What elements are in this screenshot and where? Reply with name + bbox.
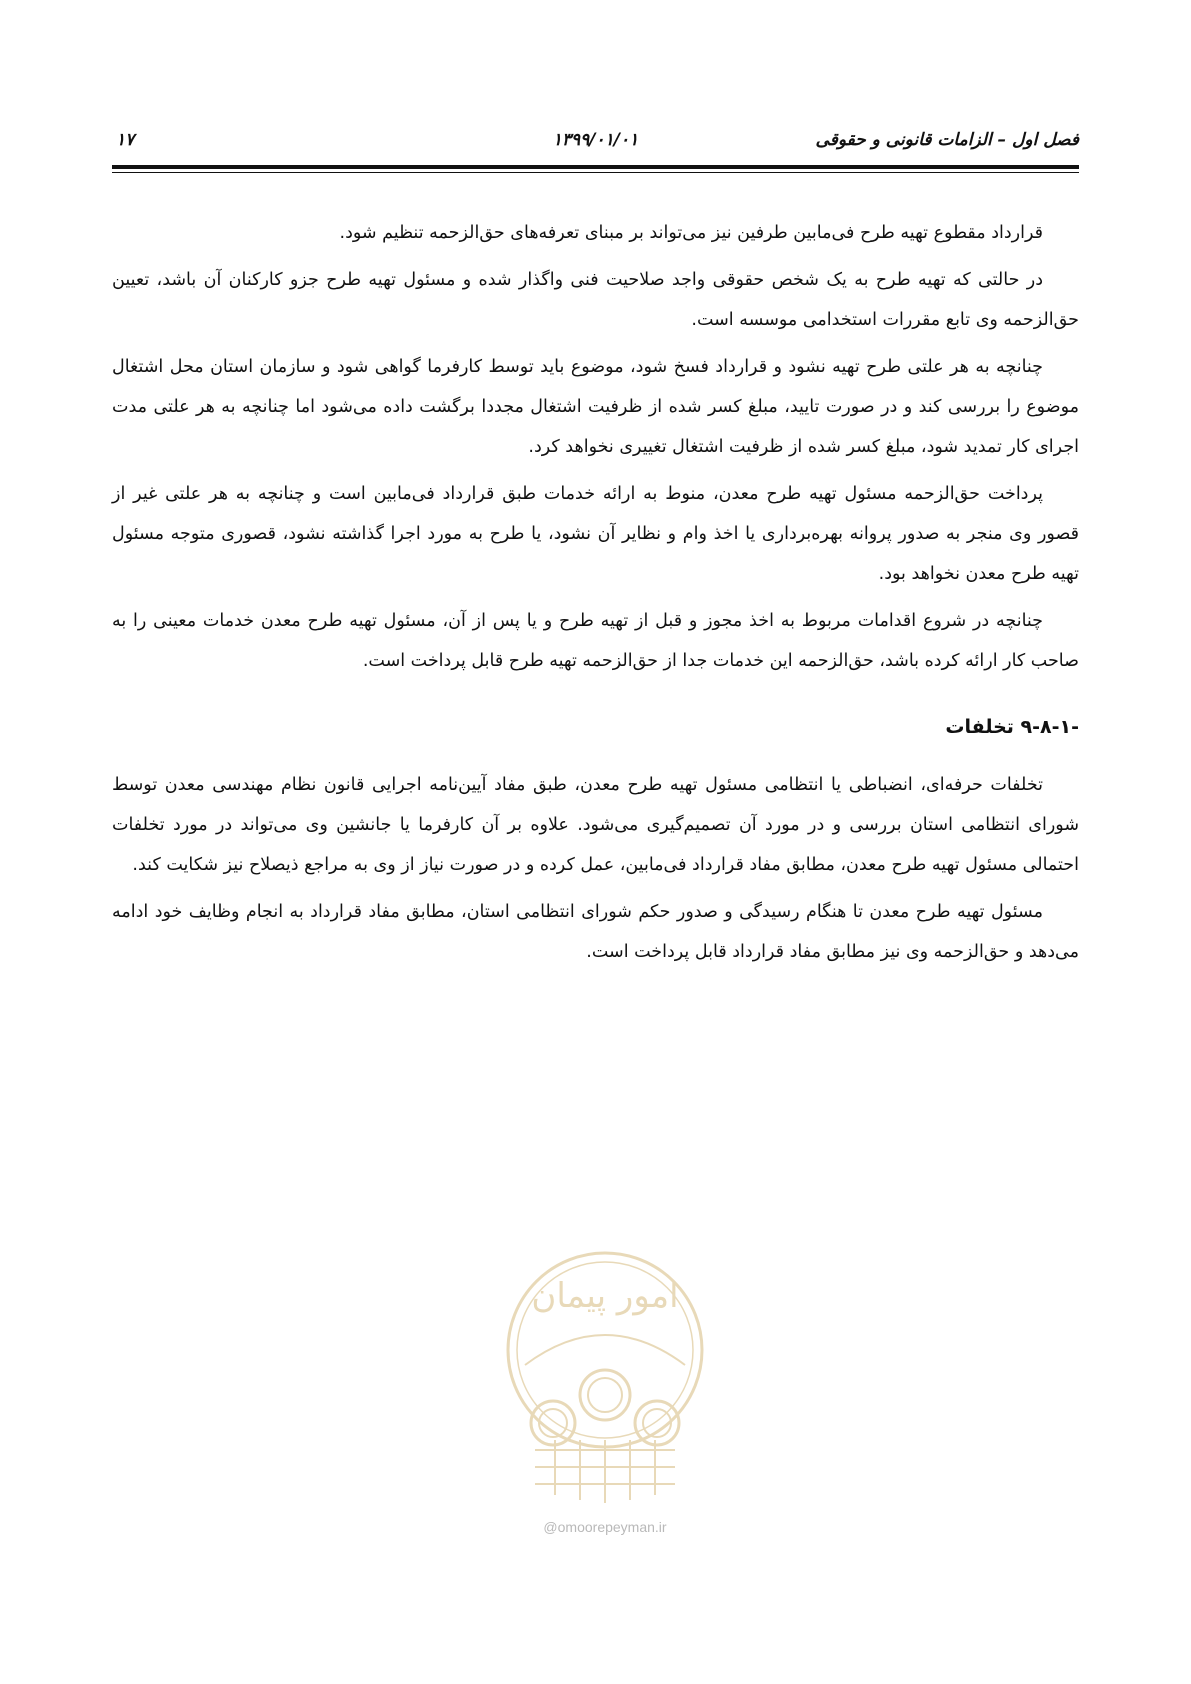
header-rule-thick [112, 165, 1079, 169]
body-paragraph: در حالتی که تهیه طرح به یک شخص حقوقی واجد صلاحیت فنی واگذار شده و مسئول تهیه طرح جزو کارکنان آن باشد، تعیین حق‌الزحمه وی تابع مقررات استخدامی موسسه است. [112, 270, 1079, 330]
section-paragraph: مسئول تهیه طرح معدن تا هنگام رسیدگی و صدور حکم شورای انتظامی استان، مطابق مفاد قرارداد به انجام وظایف خود ادامه می‌دهد و حق‌الزحمه وی نیز مطابق مفاد قرارداد قابل پرداخت است. [112, 902, 1079, 962]
watermark-logo-text: امور پیمان [531, 1276, 679, 1316]
watermark-url: @omoorepeyman.ir [543, 1519, 667, 1535]
body-paragraph: پرداخت حق‌الزحمه مسئول تهیه طرح معدن، منوط به ارائه خدمات طبق قرارداد فی‌مابین است و چنانچه به هر علتی غیر از قصور وی منجر به صدور پروانه بهره‌برداری یا اخذ وام و نظایر آن نشود، یا طرح به مورد اجرا گذاشته نشود، قصوری متوجه مسئول تهیه طرح معدن نخواهد بود. [112, 484, 1079, 584]
page-header [112, 130, 1079, 154]
page-body [112, 213, 1079, 979]
chapter-title: فصل اول – الزامات قانونی و حقوقی [815, 130, 1079, 150]
header-rule-thin [112, 172, 1079, 173]
page-number: ۱۷ [116, 130, 135, 150]
section-number: ۹-۸-۱- [1020, 716, 1079, 738]
watermark-logo [495, 1245, 715, 1515]
body-paragraph: قرارداد مقطوع تهیه طرح فی‌مابین طرفین نیز می‌تواند بر مبنای تعرفه‌های حق‌الزحمه تنظیم شود. [339, 223, 1043, 243]
body-paragraph: چنانچه به هر علتی طرح تهیه نشود و قرارداد فسخ شود، موضوع باید توسط کارفرما گواهی شود و سازمان استان محل اشتغال موضوع را بررسی کند و در صورت تایید، مبلغ کسر شده از ظرفیت اشتغال مجددا برگشت داده می‌شود اما چنانچه به هر علتی مدت اجرای کار تمدید شود، مبلغ کسر شده از ظرفیت اشتغال تغییری نخواهد کرد. [112, 357, 1079, 457]
section-paragraph: تخلفات حرفه‌ای، انضباطی یا انتظامی مسئول تهیه طرح معدن، طبق مفاد آیین‌نامه اجرایی قانون نظام مهندسی معدن توسط شورای انتظامی استان بررسی و در مورد آن تصمیم‌گیری می‌شود. علاوه بر آن کارفرما یا جانشین وی می‌تواند در مورد تخلفات احتمالی مسئول تهیه طرح معدن، مطابق مفاد قرارداد فی‌مابین، عمل کرده و در صورت نیاز از وی به مراجع ذیصلاح نیز شکایت کند. [112, 775, 1079, 875]
body-paragraph: چنانچه در شروع اقدامات مربوط به اخذ مجوز و قبل از تهیه طرح و یا پس از آن، مسئول تهیه طرح معدن خدمات معینی را به صاحب کار ارائه کرده باشد، حق‌الزحمه این خدمات جدا از حق‌الزحمه تهیه طرح قابل پرداخت است. [112, 611, 1079, 671]
header-date: ۱۳۹۹/۰۱/۰۱ [552, 130, 639, 150]
section-title: تخلفات [945, 716, 1014, 738]
section-heading [112, 707, 1079, 747]
